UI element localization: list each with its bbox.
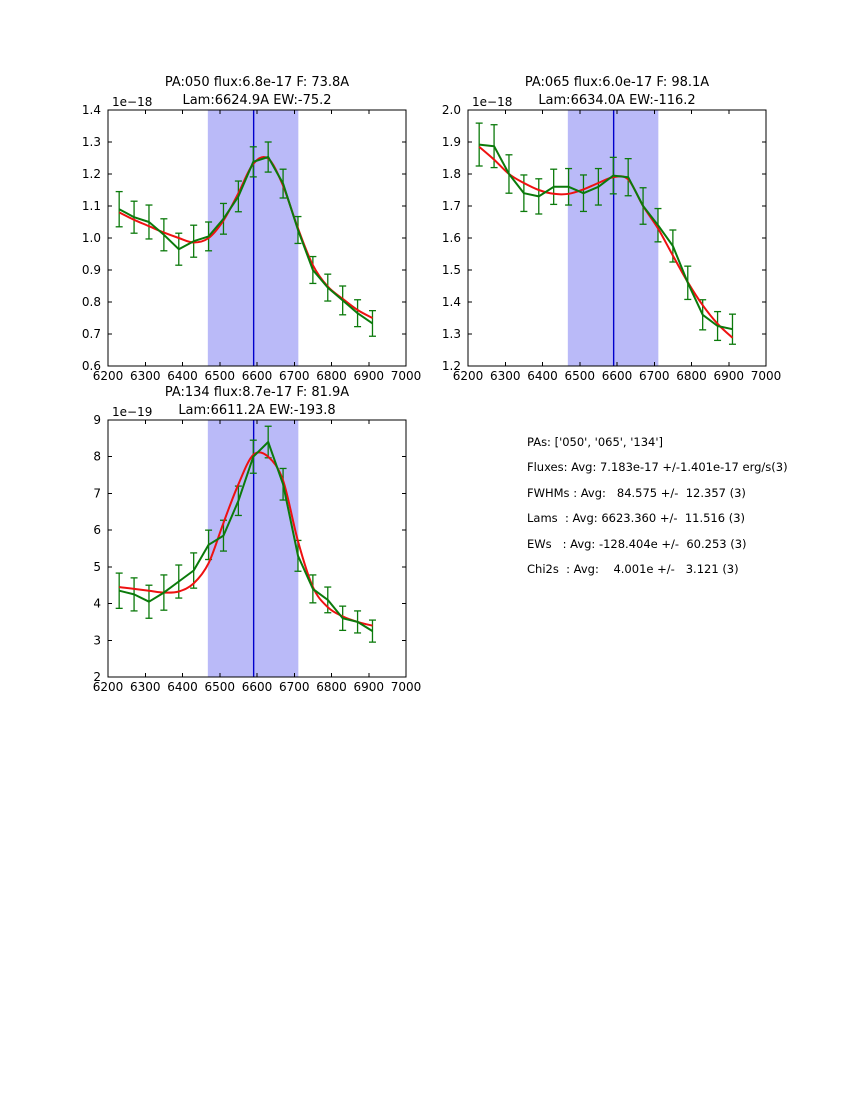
- x-tick-label: 6200: [92, 680, 124, 694]
- y-axis-offset-label: 1e−18: [472, 95, 513, 109]
- spectrum-plot-pa134: [93, 385, 422, 694]
- y-tick-label: 1.5: [441, 263, 461, 277]
- stats-ews: EWs : Avg: -128.404e +/- 60.253 (3): [527, 536, 747, 551]
- y-tick-label: 7: [93, 486, 101, 501]
- y-tick-label: 5: [93, 559, 101, 574]
- plot-title-line1: PA:050 flux:6.8e-17 F: 73.8A: [164, 75, 350, 90]
- y-tick-label: 0.7: [81, 327, 101, 341]
- y-tick-label: 6: [93, 523, 101, 538]
- y-tick-label: 0.9: [81, 263, 101, 277]
- plot-title-line2: Lam:6624.9A EW:-75.2: [182, 93, 332, 108]
- x-tick-label: 7000: [390, 680, 422, 694]
- y-tick-label: 1.4: [441, 295, 461, 309]
- summary-stats-panel: [527, 430, 788, 582]
- x-tick-label: 6400: [167, 680, 198, 694]
- x-tick-label: 6700: [278, 680, 310, 694]
- y-tick-label: 1.4: [81, 103, 101, 117]
- x-tick-label: 6600: [601, 369, 633, 383]
- x-tick-label: 6800: [316, 369, 347, 383]
- x-tick-label: 6600: [241, 369, 273, 383]
- y-tick-label: 0.8: [81, 295, 101, 309]
- x-tick-label: 6300: [129, 680, 161, 694]
- spectrum-plot-pa050: [82, 75, 421, 383]
- x-tick-label: 7000: [390, 369, 422, 383]
- x-tick-label: 6200: [452, 369, 484, 383]
- y-tick-label: 1.0: [81, 231, 101, 245]
- y-tick-label: 1.1: [81, 199, 101, 213]
- x-tick-label: 6400: [167, 369, 198, 383]
- x-tick-label: 6800: [676, 369, 707, 383]
- stats-fwhms: FWHMs : Avg: 84.575 +/- 12.357 (3): [527, 485, 746, 500]
- y-tick-label: 1.9: [441, 135, 461, 149]
- x-tick-label: 6500: [204, 680, 236, 694]
- y-tick-label: 1.7: [441, 199, 461, 213]
- x-tick-label: 6400: [527, 369, 558, 383]
- y-tick-label: 3: [93, 633, 101, 648]
- y-tick-label: 0.6: [81, 359, 101, 373]
- x-tick-label: 6800: [316, 680, 347, 694]
- y-tick-label: 1.2: [441, 359, 461, 373]
- x-tick-label: 6500: [564, 369, 596, 383]
- x-tick-label: 6200: [92, 369, 124, 383]
- y-tick-label: 4: [93, 596, 101, 611]
- stats-lams: Lams : Avg: 6623.360 +/- 11.516 (3): [527, 511, 746, 526]
- plot-title-line2: Lam:6611.2A EW:-193.8: [178, 403, 336, 418]
- y-tick-label: 1.3: [441, 327, 461, 341]
- x-tick-label: 6600: [241, 680, 273, 694]
- plot-title-line1: PA:134 flux:8.7e-17 F: 81.9A: [164, 385, 350, 400]
- y-tick-label: 8: [93, 449, 101, 464]
- x-tick-label: 6900: [353, 680, 385, 694]
- x-tick-label: 6500: [204, 369, 236, 383]
- plot-title-line1: PA:065 flux:6.0e-17 F: 98.1A: [524, 75, 710, 90]
- x-tick-label: 6300: [489, 369, 521, 383]
- y-axis-offset-label: 1e−19: [112, 405, 153, 419]
- x-tick-label: 7000: [750, 369, 782, 383]
- y-tick-label: 9: [93, 413, 101, 427]
- stats-fluxes: Fluxes: Avg: 7.183e-17 +/-1.401e-17 erg/s(3): [527, 460, 788, 475]
- x-tick-label: 6300: [129, 369, 161, 383]
- spectrum-plot-pa065: [442, 75, 781, 383]
- stats-pas: PAs: ['050', '065', '134']: [527, 435, 664, 449]
- stats-chi2s: Chi2s : Avg: 4.001e +/- 3.121 (3): [527, 562, 739, 577]
- x-tick-label: 6700: [278, 369, 310, 383]
- y-tick-label: 2: [93, 670, 101, 684]
- y-tick-label: 1.2: [81, 167, 101, 181]
- y-tick-label: 1.3: [81, 135, 101, 149]
- plot-title-line2: Lam:6634.0A EW:-116.2: [538, 93, 696, 108]
- y-axis-offset-label: 1e−18: [112, 95, 153, 109]
- x-tick-label: 6900: [713, 369, 745, 383]
- x-tick-label: 6900: [353, 369, 385, 383]
- y-tick-label: 1.6: [441, 231, 461, 245]
- x-tick-label: 6700: [638, 369, 670, 383]
- y-tick-label: 1.8: [441, 167, 461, 181]
- y-tick-label: 2.0: [441, 103, 461, 117]
